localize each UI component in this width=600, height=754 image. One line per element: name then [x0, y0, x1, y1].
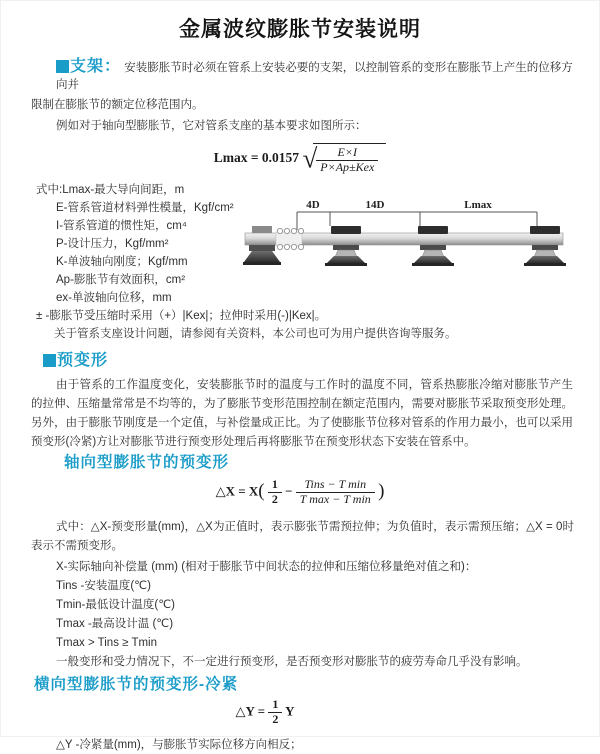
variable-line: P-设计压力，Kgf/mm² [56, 238, 169, 250]
page-title: 金属波纹膨胀节安装说明 [179, 18, 421, 41]
support-example-line: 例如对于轴向型膨胀节，它对管系支座的基本要求如图所示： [56, 120, 367, 132]
support-anchor [243, 226, 281, 265]
close-paren: ) [378, 480, 385, 502]
minus-sign: − [285, 483, 293, 499]
bellows-icon [276, 228, 304, 249]
dim-label-4d: 4D [306, 199, 320, 211]
pipe-support-diagram [243, 193, 569, 275]
formula-lmax-lhs: Lmax = 0.0157 [213, 149, 300, 165]
formula-dx-lhs: △X = X [215, 483, 259, 499]
predeform-paragraph: 由于管系的工作温度变化，安装膨胀节时的温度与工作时的温度不同，管系热膨胀冷缩对膨胀节产生的拉伸、压缩量常常是不均等的，为了膨胀节变形范围控制在额定范围内，需要对膨胀节采取预变形处理。另外，由于膨胀节刚度是一个定值，与补偿量成正比。为了使膨胀节位移对管系的作用力最小，也可以采用预变形(冷紧)方让对膨胀节进行预变形处理后再将膨胀节在预变形状态下安装在管系中。 [31, 379, 573, 448]
support-note: 关于管系支座设计问题，请参阅有关资料，本公司也可为用户提供咨询等服务。 [54, 328, 457, 340]
parameter-line: X-实际轴向补偿量 (mm) (相对于膨胀节中间状态的拉伸和压缩位移量绝对值之和)： [56, 561, 477, 573]
half-denominator: 2 [271, 491, 278, 506]
axial-explain: 式中：△X-预变形量(mm)，△X为正值时，表示膨张节需预拉伸；为负值时，表示需预压缩；△X = 0时表示不需预变形。 [31, 521, 574, 552]
formula-lmax-numerator: E×I [316, 146, 378, 161]
radical-icon: √ [302, 143, 318, 174]
support-intro-text: 安装膨胀节时必须在管系上安装必要的支架，以控制管系的变形在膨胀节上产生的位移方向并 [56, 62, 573, 91]
formula-dy-rhs: Y [285, 703, 295, 719]
formula-lmax [1, 143, 599, 179]
temp-numerator: Tins − T min [296, 478, 375, 493]
formula-lmax-denominator: P×Ap±Kex [320, 159, 375, 174]
support-guide-1 [325, 226, 367, 266]
section-square-icon [56, 60, 69, 73]
variable-line: ex-单波轴向位移，mm [56, 292, 172, 304]
predeform-section-header-row [43, 351, 599, 372]
support-guide-3 [524, 226, 566, 266]
lateral-heading: 横向型膨胀节的预变形-冷紧 [34, 676, 239, 693]
section-square-icon [43, 354, 56, 367]
support-section-header: 支架： [70, 58, 122, 75]
variable-line: ± -膨胀节受压缩时采用（+）|Kex|；拉伸时采用(-)|Kex|。 [36, 310, 327, 322]
dy-numerator: 1 [268, 698, 282, 713]
support-guide-2 [412, 226, 454, 266]
formula-dy-lhs: △Y = [235, 703, 266, 719]
fraction-half-y [268, 698, 282, 727]
variable-line: Ap-膨胀节有效面积，cm² [56, 274, 186, 286]
parameter-line: Tins -安装温度(℃) [56, 580, 151, 592]
half-numerator: 1 [268, 478, 282, 493]
support-intro-line2: 限制在膨胀节的额定位移范围内。 [31, 99, 204, 111]
formula-delta-y [1, 698, 529, 728]
predeform-section-header: 预变形 [57, 352, 109, 369]
parameter-line: 一般变形和受力情况下，不一定进行预变形，是否预变形对膨胀节的疲劳寿命几乎没有影响。 [56, 656, 528, 668]
dy-denominator: 2 [272, 711, 279, 726]
open-paren: ( [258, 480, 265, 502]
variable-line: 式中:Lmax-最大导向间距，m [36, 184, 185, 196]
support-intro-line1 [56, 58, 577, 94]
cold-tighten-note: △Y -冷紧量(mm)，与膨胀节实际位移方向相反； [56, 739, 302, 751]
parameter-line: Tmin-最低设计温度(℃) [56, 599, 175, 611]
fraction-temperature [296, 478, 375, 507]
formula-lmax-radicand [313, 143, 386, 175]
parameter-line: Tmax -最高设计温 (℃) [56, 618, 174, 630]
fraction-half [268, 478, 282, 507]
dim-label-14d: 14D [365, 199, 385, 211]
variable-line: I-管系管道的惯性矩，cm⁴ [56, 220, 187, 232]
variable-line: E-管系管道材料弹性模量，Kgf/cm² [56, 202, 234, 214]
formula-delta-x [1, 478, 599, 512]
temp-denominator: T max − T min [299, 491, 371, 506]
dim-label-lmax: Lmax [464, 199, 492, 211]
axial-heading: 轴向型膨胀节的预变形 [64, 454, 230, 471]
variable-line: K-单波轴向刚度；Kgf/mm [56, 256, 188, 268]
parameter-line: Tmax > Tins ≥ Tmin [56, 637, 157, 649]
axial-parameter-list [1, 558, 599, 672]
